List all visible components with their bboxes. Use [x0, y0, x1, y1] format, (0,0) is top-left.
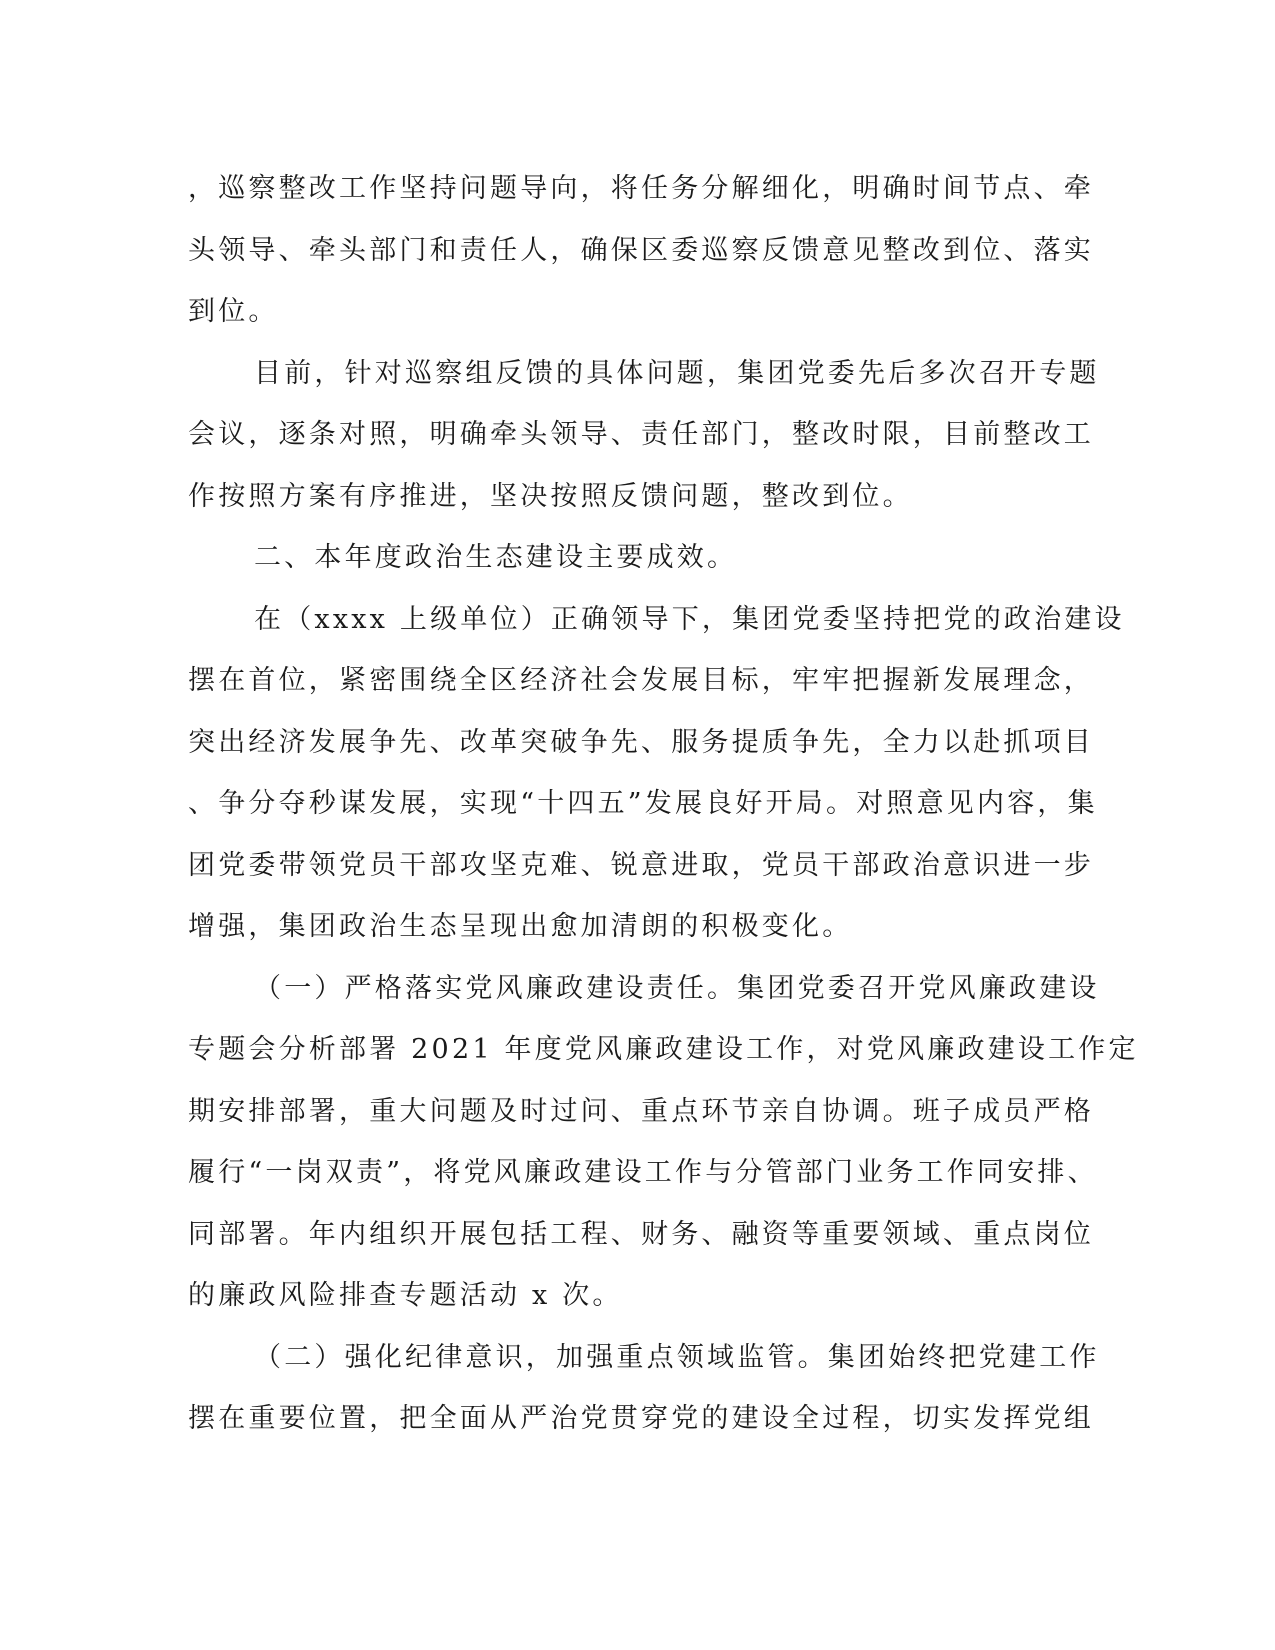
paragraph-discipline-awareness	[188, 1327, 1100, 1450]
text-line: 专题会分析部署 2021 年度党风廉政建设工作，对党风廉政建设工作定	[188, 1034, 1139, 1065]
text-line: 二、本年度政治生态建设主要成效。	[254, 542, 738, 573]
text-line: 摆在首位，紧密围绕全区经济社会发展目标，牢牢把握新发展理念，	[188, 665, 1094, 696]
text-line: 的廉政风险排查专题活动 x 次。	[188, 1280, 623, 1311]
paragraph-current-progress	[188, 343, 1100, 528]
paragraph-rectification-continuation	[188, 158, 1094, 343]
text-line: 同部署。年内组织开展包括工程、财务、融资等重要领域、重点岗位	[188, 1218, 1094, 1250]
document-body	[188, 158, 1139, 1450]
text-line: 期安排部署，重大问题及时过问、重点环节亲自协调。班子成员严格	[188, 1095, 1094, 1127]
text-line: 头领导、牵头部门和责任人，确保区委巡察反馈意见整改到位、落实	[188, 234, 1094, 266]
text-line: 履行“一岗双责”，将党风廉政建设工作与分管部门业务工作同安排、	[188, 1157, 1098, 1188]
paragraph-political-construction	[188, 589, 1125, 958]
text-line: 团党委带领党员干部攻坚克难、锐意进取，党员干部政治意识进一步	[188, 849, 1094, 881]
text-line: （一）严格落实党风廉政建设责任。集团党委召开党风廉政建设	[254, 972, 1100, 1004]
text-line: 在（xxxx 上级单位）正确领导下，集团党委坚持把党的政治建设	[254, 603, 1125, 635]
text-line: 作按照方案有序推进，坚决按照反馈问题，整改到位。	[188, 480, 913, 512]
text-line: 摆在重要位置，把全面从严治党贯穿党的建设全过程，切实发挥党组	[188, 1403, 1094, 1434]
text-line: 目前，针对巡察组反馈的具体问题，集团党委先后多次召开专题	[254, 357, 1100, 389]
text-line: 增强，集团政治生态呈现出愈加清朗的积极变化。	[188, 911, 853, 942]
text-line: （二）强化纪律意识，加强重点领域监管。集团始终把党建工作	[254, 1341, 1100, 1373]
text-line: 到位。	[188, 296, 279, 327]
text-line: 会议，逐条对照，明确牵头领导、责任部门，整改时限，目前整改工	[188, 419, 1094, 450]
text-line: 、争分夺秒谋发展，实现“十四五”发展良好开局。对照意见内容，集	[188, 788, 1098, 819]
paragraph-integrity-responsibility	[188, 958, 1139, 1327]
section-heading-achievements	[188, 527, 1068, 589]
text-line: 突出经济发展争先、改革突破争先、服务提质争先，全力以赴抓项目	[188, 726, 1094, 758]
text-line: ，巡察整改工作坚持问题导向，将任务分解细化，明确时间节点、牵	[188, 173, 1094, 204]
